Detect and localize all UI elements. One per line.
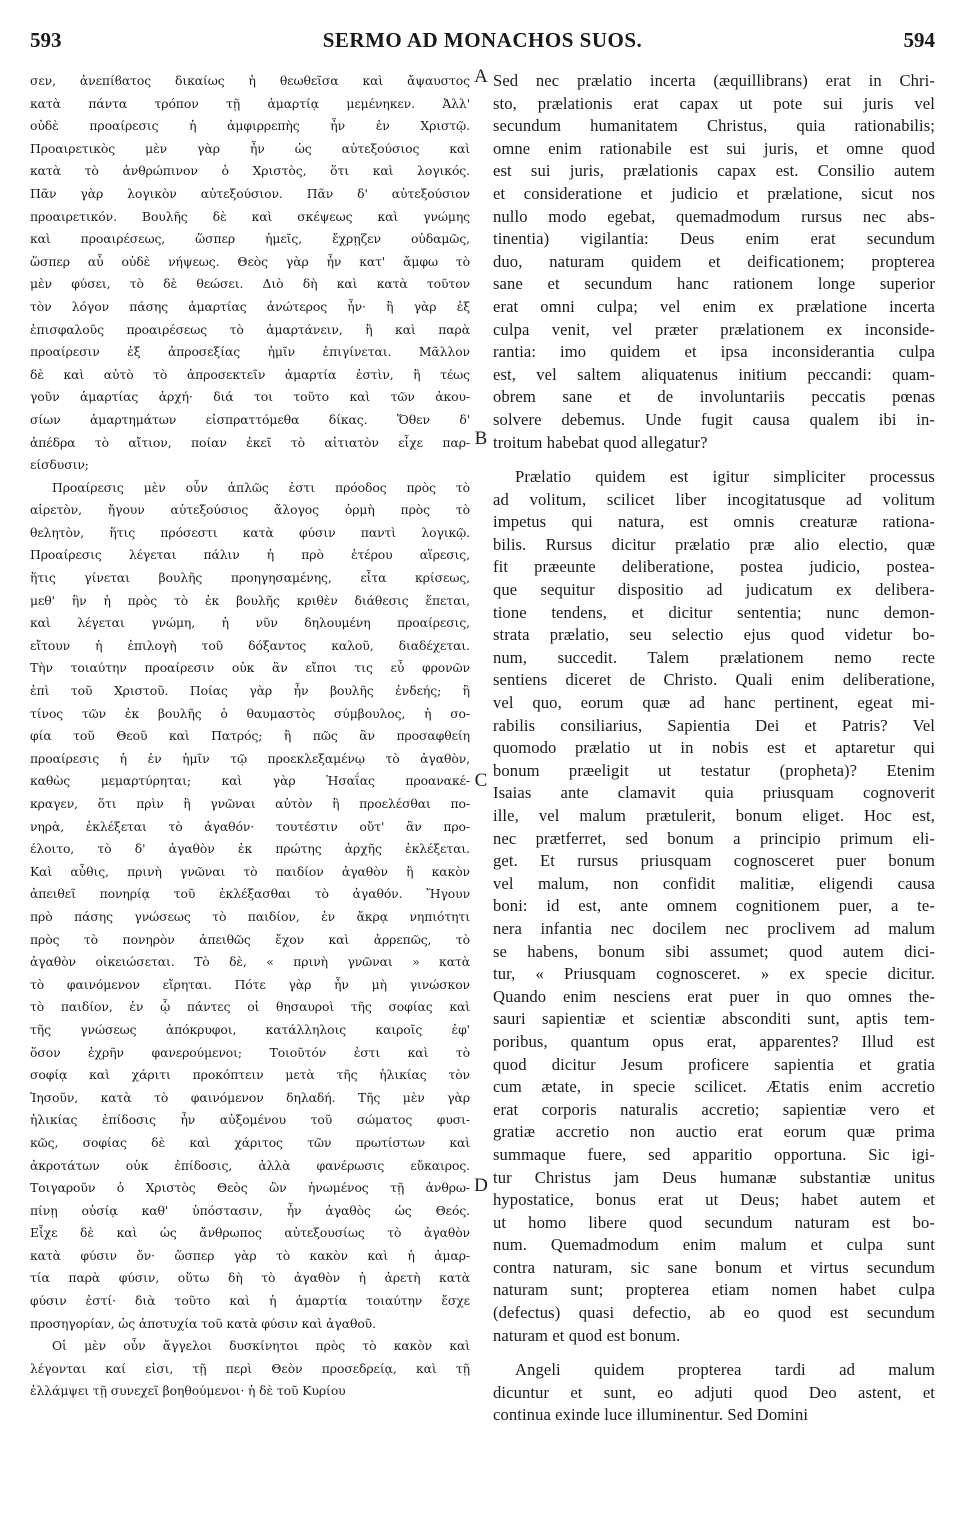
margin-letter-a: A <box>474 66 488 87</box>
greek-text-line: τὸ παιδίον, ἐν ᾧ πάντες οἱ θησαυροὶ τῆς σοφίας καὶ <box>30 999 470 1015</box>
latin-text-line: gratiæ accretio non auctio erat eorum quæ prima <box>493 1122 935 1142</box>
latin-text-line: num. Quemadmodum enim malum et culpa sunt <box>493 1235 935 1255</box>
paragraph-gap <box>493 1347 935 1359</box>
latin-text-line: rabilis consiliarius, Sapientia Dei et Patris? Vel <box>493 715 935 735</box>
greek-text-line: πρὸς τὸ πονηρὸν ἀπειθῶς ἔχον καὶ ἀρρεπῶς, τὸ <box>30 931 470 947</box>
greek-text-line: λέγονται καί εἰσι, τῇ περὶ Θεὸν προσεδρείᾳ, καὶ τῇ <box>30 1360 470 1376</box>
greek-text-line: τὸ φαινόμενον εἴρηται. Πότε γὰρ ἦν μὴ γινώσκον <box>30 976 470 992</box>
greek-text-line: οὐδὲ προαίρεσις ἡ ἀμφιρρεπὴς ἦν ἐν Χριστῷ. <box>30 118 470 134</box>
greek-text-line: κατὰ πάντα τρόπον τῇ ἁμαρτίᾳ μεμένηκεν. Ἀλλ' <box>30 95 470 111</box>
latin-text-line: quod dicitur Jesum proficere sapientia et gratia <box>493 1054 935 1074</box>
page-number-left: 593 <box>30 28 62 52</box>
latin-text-line: quomodo prælatio ut in nobis est et aptaretur qui <box>493 738 935 758</box>
latin-text-line: boni: id est, ante omnem cognitionem puer, a te- <box>493 896 935 916</box>
latin-text-line: sane et secundum hanc rationem longe superior <box>493 274 935 294</box>
greek-text-line: Προαιρετικὸς μὲν γὰρ ἦν ὡς αὐτεξούσιος καὶ <box>30 140 470 156</box>
greek-text-line: είσδυσιν; <box>30 457 89 473</box>
latin-text-line: troitum habebat quod allegatur? <box>493 432 708 452</box>
greek-text-line: ἐλλάμψει τῇ συνεχεῖ βοηθούμενοι· ἡ δὲ τοῦ Κυρίου <box>30 1383 346 1399</box>
greek-text-line: ἡλικίας ἐπίδοσις ἦν αὐξομένου τοῦ σώματος φυσι- <box>30 1112 470 1128</box>
latin-text-line: contra naturam, sic sane bonum et virtus secundum <box>493 1257 935 1277</box>
greek-text-line: νηρὰ, ἐκλέξεται τὸ ἀγαθόν· τουτέστιν οὔτ' ἂν προ- <box>30 818 470 834</box>
latin-text-line: erat corporis naturalis accretio; sapientiæ vero et <box>493 1099 935 1119</box>
greek-text-line: ἐπισφαλοῦς προαιρέσεως τὸ ἁμαρτάνειν, ἢ καὶ παρὰ <box>30 321 470 337</box>
latin-text-line: duo, naturam quidem et deificationem; propterea <box>493 251 935 271</box>
greek-text-line: σεν, ἀνεπίϐατος δικαίως ἡ θεωθεῖσα καὶ ἄψαυστος <box>30 73 470 88</box>
latin-text-line: sto, prælationis erat capax ut pote sui juris vel <box>493 93 935 113</box>
latin-text-line: se habens, bonum sibi assumet; quod autem dici- <box>493 941 935 961</box>
latin-text-line: naturam et quod est bonum. <box>493 1325 681 1345</box>
greek-text-line: κραγεν, ὅτι πρὶν ἢ γνῶναι αὐτὸν ἢ προελέσθαι πο- <box>30 796 470 811</box>
greek-text-line: ἀγαθὸν οἰκειώσεται. Τὸ δὲ, « πρινὴ γνῶναι » κατὰ <box>30 954 470 970</box>
greek-text-line: τῆς γνώσεως ἀπόκρυφοι, κατάλληλοις καιροῖς ἐφ' <box>30 1021 470 1037</box>
latin-text-line: culpa venit, vel præter prælationem ex inconside- <box>493 319 935 339</box>
latin-text-line: nullo modo egebat, quemadmodum rursus nec abs- <box>493 206 935 226</box>
greek-text-line: μὲν φύσει, τὸ δὲ θεώσει. Διὸ δὴ καὶ κατὰ τοῦτον <box>30 276 470 292</box>
greek-column <box>30 70 470 1403</box>
greek-text-line: Καὶ αὖθις, πρινὴ γνῶναι τὸ παιδίον ἀγαθὸν ἢ κακὸν <box>30 863 470 879</box>
latin-text-line: nec prætferret, sed bonum a principio primum eli- <box>493 828 935 848</box>
greek-text-line: ἀπέδρα τὸ αἴτιον, ποίαν ἐκεῖ τὸ αἰτιατὸν εἶχε παρ- <box>30 434 470 450</box>
latin-text-line: continua exinde luce illuminentur. Sed Domini <box>493 1405 809 1425</box>
greek-text-line: προαιρετικόν. Βουλῆς δὲ καὶ σκέψεως καὶ γνώμης <box>30 208 470 224</box>
greek-text-line: έλοιτο, τὸ δ' ἀγαθὸν ἐκ πρώτης ἀρχῆς ἐκλέξεται. <box>30 841 470 857</box>
latin-text-line: rantia: imo quidem et ipsa inconsiderantia culpa <box>493 342 935 362</box>
latin-text-line: tione tendens, et dicitur sententia; nunc demon- <box>493 602 935 622</box>
greek-text-line: Πᾶν γὰρ λογικὸν αὐτεξούσιον. Πᾶν δ' αὐτεξούσιον <box>30 185 470 201</box>
greek-text-line: Τοιγαροῦν ὁ Χριστὸς Θεὸς ὢν ἡνωμένος τῇ ἀνθρω- <box>30 1180 470 1196</box>
latin-text-line: tur Christus jam Deus humanæ substantiæ unitus <box>493 1167 935 1187</box>
latin-text-line: Angeli quidem propterea tardi ad malum <box>515 1360 935 1380</box>
greek-text-line: ἥτις γίνεται βουλῆς προηγησαμένης, εἶτα κρίσεως, <box>30 570 470 586</box>
greek-text-line: προαίρεσιν ἐξ ἀπροσεξίας ἡμῖν ἐπιγίνεται. Μᾶλλον <box>30 344 470 360</box>
latin-column <box>493 70 935 1427</box>
greek-text-line: Προαίρεσις λέγεται πάλιν ἡ πρὸ ἑτέρου αἵρεσις, <box>30 547 470 563</box>
latin-text-line: naturam sunt; propterea etiam nomen habet culpa <box>493 1280 935 1300</box>
margin-letter-b: B <box>474 428 488 449</box>
greek-text-line: αἱρετὸν, ἤγουν αὐτεξούσιος ἄλογος ὁρμὴ πρὸς τὸ <box>30 502 470 518</box>
latin-text-line: tinentia) vigilantia: Deus enim erat secundum <box>493 229 935 249</box>
greek-text-line: Ἰησοῦν, κατὰ τὸ φαινόμενον δηλαδή. Τῆς μὲν γὰρ <box>30 1089 470 1105</box>
greek-text-line: πρὸ πάσης γνώσεως τὸ παιδίον, ἐν ἄκρᾳ νηπιότητι <box>30 908 470 924</box>
latin-text-line: vel malum, non confidit malitiæ, eligendi causa <box>493 873 935 893</box>
latin-text-line: obrem sane et de involuntariis peccatis pœnas <box>493 387 935 407</box>
latin-text-line: (defectus) quasi defectio, ab eo quod est secundum <box>493 1303 935 1323</box>
latin-text-line: nera infantia nec docilem nec proclivem ad malum <box>493 918 935 938</box>
latin-text-line: poribus, quantum opus erat, apparentes? Illud est <box>493 1031 935 1051</box>
margin-letter-c: C <box>474 770 488 791</box>
greek-text-line: Εἶχε δὲ καὶ ὡς ἄνθρωπος αὐτεξουσίως τὸ ἀγαθὸν <box>30 1225 470 1241</box>
latin-text-line: vel quo, eorum quæ ad hanc pertinent, egeat mi- <box>493 693 935 713</box>
greek-text-line: κῶς, σοφίας δὲ καὶ χάριτος τῶν πρωτίστων καὶ <box>30 1134 470 1150</box>
latin-text-line: ut homo libere quod secundum naturam est bo- <box>493 1212 935 1232</box>
latin-text-line: ille, vel malum prætulerit, bonum eliget. Hoc est, <box>493 806 935 825</box>
greek-text-line: φύσιν ἐστί· διὰ τοῦτο καὶ ἡ ἁμαρτία τοιαύτην ἔσχε <box>30 1293 470 1309</box>
greek-text-line: ὅσον ἐχρῆν φανερούμενοι; Τοιοῦτόν ἐστι καὶ τὸ <box>30 1044 470 1060</box>
latin-text-line: secundum humanitatem Christus, quia rationabilis; <box>493 116 935 136</box>
greek-text-line: θελητὸν, ἥτις πρόσεστι κατὰ φύσιν παντὶ λογικῷ. <box>30 524 470 540</box>
greek-text-line: κατὰ φύσιν ὄν· ὥσπερ γὰρ τὸ κακὸν καὶ ἡ ἁμαρ- <box>30 1247 470 1263</box>
latin-text-line: omne enim rationabile est sui juris, et omne quod <box>493 138 935 158</box>
greek-text-line: προαίρεσις ἡ ἐν ἡμῖν τῷ προεκλεξαμένῳ τὸ ἀγαθὸν, <box>30 750 470 766</box>
greek-text-line: πίνῃ οὐσίᾳ καθ' ὑπόστασιν, ἦν ἀγαθὸς ὡς Θεός. <box>30 1202 470 1218</box>
running-header <box>30 28 935 58</box>
greek-text-line: Τὴν τοιαύτην προαίρεσιν οὐκ ἂν εἴποι τις εὖ φρονῶν <box>30 660 470 676</box>
greek-text-line: ἀκροτάτων οὐκ ἐπίδοσις, ἀλλὰ φανέρωσις εὔκαιρος. <box>30 1157 470 1173</box>
running-title: SERMO AD MONACHOS SUOS. <box>322 28 643 52</box>
latin-text-line: cum ætate, in specie scilicet. Ætatis enim accretio <box>493 1077 935 1097</box>
greek-text-line: Οἱ μὲν οὖν ἄγγελοι δυσκίνητοι πρὸς τὸ κακὸν καὶ <box>52 1338 470 1354</box>
latin-text-line: summaque fuere, sed apparitio opportuna. Sic igi- <box>493 1144 935 1164</box>
latin-text-line: tur, « Priusquam cognosceret. » ex specie dicitur. <box>493 964 935 984</box>
greek-text-line: τία παρὰ φύσιν, οὕτω δὴ τὸ ἀγαθὸν ἡ ἀρετὴ κατὰ <box>30 1270 470 1286</box>
greek-text-line: σίων ἁμαρτημάτων εἰσπραττόμεθα δίκας. Ὅθεν δ' <box>30 411 470 427</box>
paragraph-gap <box>493 454 935 466</box>
greek-text-line: προσηγορίαν, ὡς ἀποτυχία τοῦ κατὰ φύσιν καὶ ἀγαθοῦ. <box>30 1315 376 1331</box>
margin-letter-d: D <box>474 1175 488 1196</box>
greek-text-line: καὶ προαιρέσεως, ὥσπερ ἡμεῖς, ἔχρῃζεν οὐδαμῶς, <box>30 231 470 247</box>
latin-text-line: est sui juris, prælationis capax est. Consilio autem <box>493 161 935 181</box>
latin-text-line: que sequitur dispositio ad judicatum ex delibera- <box>493 580 935 600</box>
latin-text-line: ad volitum, scilicet liber incogitatusque ad volitum <box>493 489 935 509</box>
greek-text-line: σοφίᾳ καὶ χάριτι προκόπτειν μετὰ τῆς ἡλικίας τὸν <box>30 1067 470 1083</box>
greek-text-line: δὲ καὶ αὐτὸ τὸ ἀπροσεκτεῖν ἁμαρτία ἐστὶν, ἢ τέως <box>30 366 470 382</box>
latin-text-line: Isaias ante clamavit quia priusquam cognoverit <box>493 783 935 803</box>
latin-text-line: fit præeunte deliberatione, postea judicio, postea- <box>493 557 935 577</box>
greek-text-line: εἴτουν ἡ ἐπιλογὴ τοῦ δόξαντος καλοῦ, διαδέχεται. <box>30 637 470 653</box>
greek-text-line: καὶ λέγεται γνώμη, ἡ νῦν δηλουμένη προαίρεσις, <box>30 615 470 631</box>
greek-text-line: ὥσπερ αὖ οὐδὲ νήψεως. Θεὸς γὰρ ἦν κατ' ἄμφω τὸ <box>30 253 470 269</box>
latin-text-line: num, succedit. Talem prælationem nemo recte <box>493 647 935 667</box>
greek-text-line: τὸν λόγον πάσης ἁμαρτίας ἀνώτερος ἦν· ἢ γὰρ ἐξ <box>30 298 470 314</box>
latin-text-line: get. Et rursus priusquam cognosceret puer bonum <box>493 851 935 871</box>
greek-text-line: ἐπὶ τοῦ Χριστοῦ. Ποίας γὰρ ἦν βουλῆς ἐνδεής; ἢ <box>30 683 470 699</box>
greek-text-line: μεθ' ἣν ἡ πρὸς τὸ ἐκ βουλῆς κριθὲν διάθεσις ἕπεται, <box>30 592 470 608</box>
greek-text-line: Προαίρεσις μὲν οὖν ἁπλῶς ἐστι πρόοδος πρὸς τὸ <box>52 479 470 495</box>
greek-text-line: τίνος τῶν ἐκ βουλῆς ὁ θαυμαστὸς σύμβουλος, ἡ σο- <box>30 705 470 721</box>
greek-text-line: φία τοῦ Θεοῦ καὶ Πατρός; ἢ πῶς ἂν προσαφθείη <box>30 728 470 744</box>
latin-text-line: strata prælatio, seu selectio ejus quod videtur bo- <box>493 625 935 645</box>
latin-text-line: impetus qui natura, est omnis creaturæ rationa- <box>493 512 935 532</box>
latin-text-line: sauri sapientiæ et scientiæ absconditi sunt, aptis tem- <box>493 1009 935 1029</box>
greek-text-line: γοῦν ἁμαρτίας ἀρχή· διά τοι τοῦτο καὶ τῶν ἀκου- <box>30 389 470 405</box>
page-number-right: 594 <box>903 28 935 52</box>
latin-text-line: sentiens diceret de Christo. Quali enim deliberatione, <box>493 670 935 690</box>
latin-text-line: et consideratione et judicio et prælatione, sicut nos <box>493 183 935 203</box>
latin-text-line: est, vel saltem aliquatenus initium peccandi: quam- <box>493 364 935 384</box>
latin-text-line: bonum præeligit ut testatur (propheta)? Etenim <box>493 760 935 780</box>
latin-text-line: hypostatice, bonus erat ut Deus; habet autem et <box>493 1190 935 1210</box>
latin-text-line: erat omni culpa; vel enim ex prælatione incerta <box>493 296 935 316</box>
greek-text-line: καθὼς μεμαρτύρηται; καὶ γὰρ Ἡσαΐας προανακέ- <box>30 773 470 789</box>
latin-text-line: solvere debemus. Unde fugit causa qualem ibi in- <box>493 409 935 429</box>
greek-text-line: κατὰ τὸ ἀνθρώπινον ὁ Χριστὸς, ὅτι καὶ λογικός. <box>30 163 470 179</box>
latin-text-line: Sed nec prælatio incerta (æquillibrans) erat in Chri- <box>493 71 935 90</box>
latin-text-line: Quando enim nesciens erat puer in quo omnes the- <box>493 986 935 1006</box>
latin-text-line: Prælatio quidem est igitur simpliciter processus <box>515 467 935 487</box>
latin-text-line: bilis. Rursus dicitur prælatio præ alio electio, quæ <box>493 534 935 554</box>
greek-text-line: ἀπειθεῖ πονηρίᾳ τοῦ ἐκλέξασθαι τὸ ἀγαθόν. Ἤγουν <box>30 886 470 902</box>
latin-text-line: dicuntur et sunt, eo adjuti quod Deo astent, et <box>493 1382 935 1402</box>
